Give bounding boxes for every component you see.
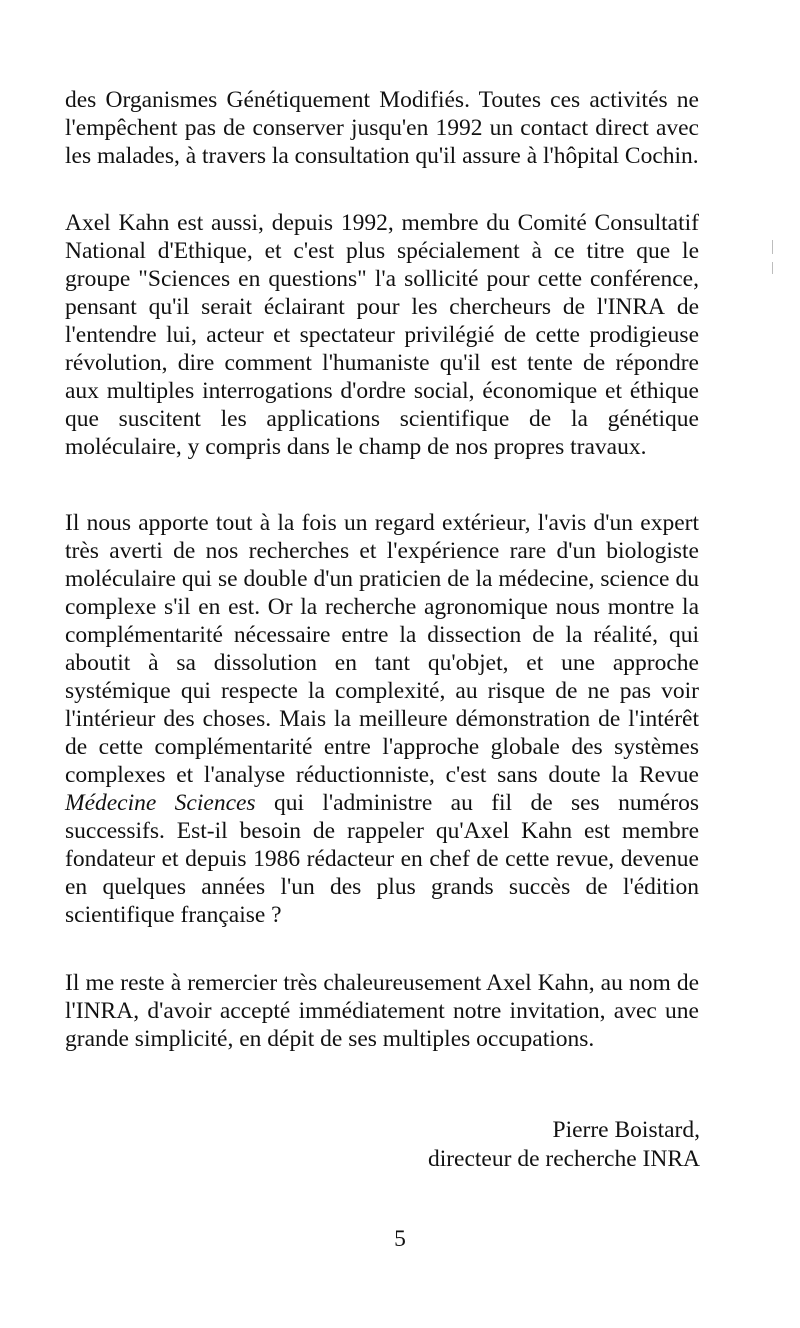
paragraph-1-text: des Organismes Génétiquement Modifiés. Toutes ces activités ne l'empêchent pas de conserver jusqu'en 1992 un contact direct avec les malades, à travers la consultation qu'il assure à l'hôpital Cochin. — [65, 87, 699, 169]
paragraph-4-text-b: , d'avoir accepté immédiatement notre invitation, avec une grande simplicité, en dépit de ses multiples occupations. — [65, 998, 699, 1052]
paragraph-1 — [65, 86, 699, 170]
paragraph-2-inra: INRA — [607, 294, 666, 320]
paragraph-4-text-a: Il me reste à remercier très chaleureusement Axel Kahn, au nom de l' — [65, 970, 699, 1024]
signature-title: directeur de recherche INRA — [427, 1146, 700, 1172]
paragraph-3-text-a: Il nous apporte tout à la fois un regard extérieur, l'avis d'un expert très averti de nos recherches et l'expérience rare d'un biologiste moléculaire qui se double d'un praticien de la médecine, science du complexe s'il en est. Or la recherche agronomique nous montre la complémentarité nécessaire entre la dissection de la réalité, qui aboutit à sa dissolution en tant qu'objet, et une approche systémique qui respecte la complexité, au risque de ne pas voir l'intérieur des choses. Mais la meilleure démonstration de l'intérêt de cette complémentarité entre l'approche globale des systèmes complexes et l'analyse réductionniste, c'est sans doute la Revue — [65, 510, 699, 788]
paragraph-3-text-b: qui l'administre au fil de ses numéros successifs. Est-il besoin de rappeler qu'Axel Kahn est membre fondateur et depuis 1986 rédacteur en chef de cette revue, devenue en quelques années l'un des plus grands succès de l'édition scientifique française ? — [65, 790, 699, 928]
margin-mark — [772, 240, 773, 254]
paragraph-2-text-b: de l'entendre lui, acteur et spectateur privilégié de cette prodigieuse révolution, dire comment l'humaniste qu'il est tente de répondre aux multiples interrogations d'ordre social, économique et éthique que suscitent les applications scientifique de la génétique moléculaire, y compris dans le champ de nos propres travaux. — [65, 294, 700, 460]
paragraph-2-text-a: Axel Kahn est aussi, depuis 1992, membre du Comité Consultatif National d'Ethique, et c'est plus spécialement à ce titre que le groupe "Sciences en questions" l'a sollicité pour cette conférence, pensant qu'il serait éclairant pour les chercheurs de l' — [65, 210, 699, 320]
page-number: 5 — [394, 1226, 406, 1252]
signature-name: Pierre Boistard, — [552, 1117, 700, 1143]
journal-title: Médecine Sciences — [65, 790, 256, 816]
paragraph-4 — [65, 969, 699, 1053]
paragraph-4-inra: INRA — [75, 998, 134, 1024]
paragraph-3 — [65, 509, 699, 929]
margin-mark — [772, 262, 773, 274]
paragraph-2 — [65, 209, 699, 461]
signature-block — [428, 1116, 700, 1174]
